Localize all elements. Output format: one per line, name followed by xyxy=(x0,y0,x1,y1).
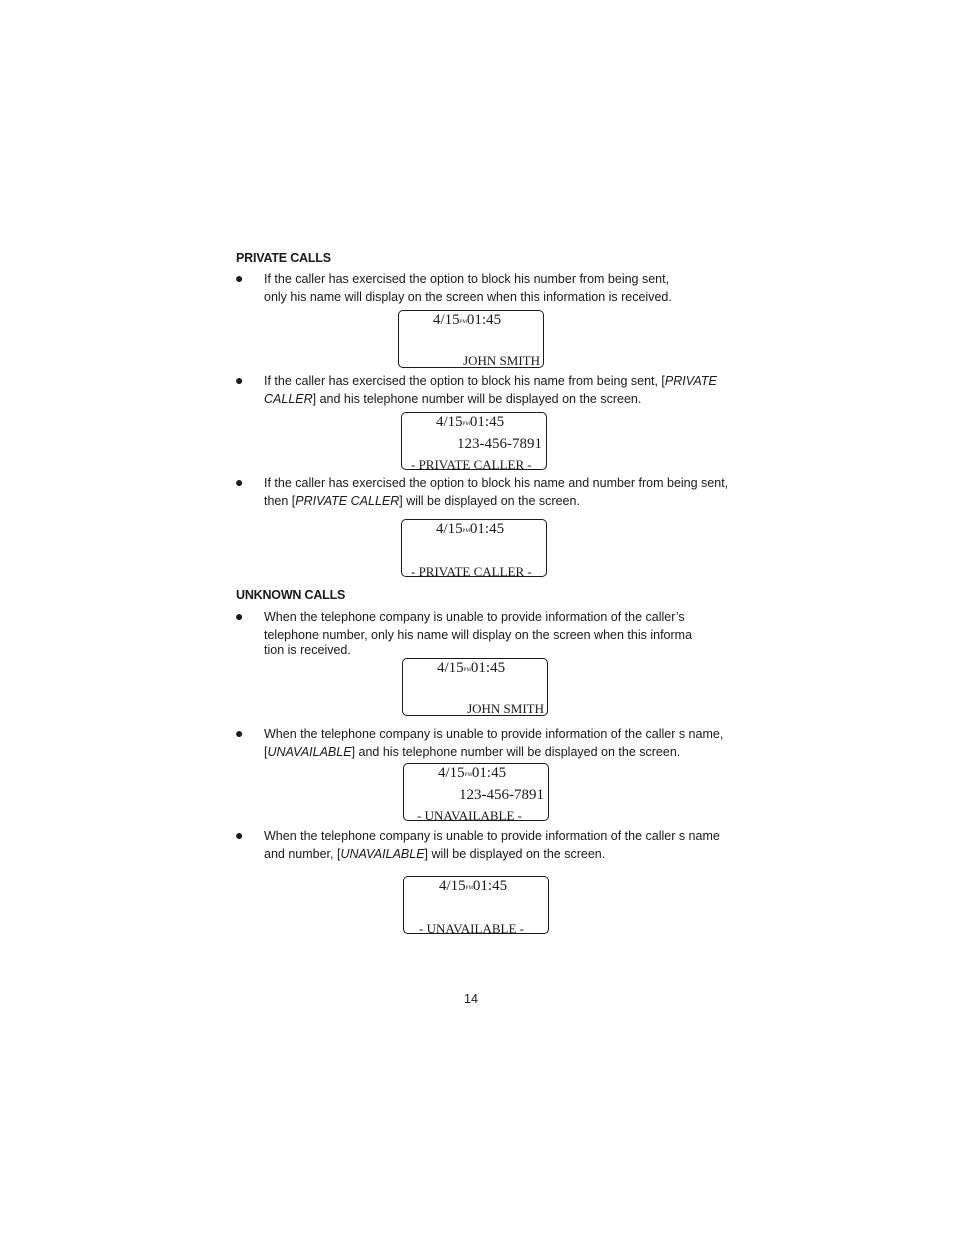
display-datetime xyxy=(436,521,504,538)
text-line: When the telephone company is unable to provide information of the caller s name, xyxy=(264,727,724,741)
bullet: ● xyxy=(235,474,244,490)
text-line: [UNAVAILABLE] and his telephone number will be displayed on the screen. xyxy=(264,745,681,759)
text-line: When the telephone company is unable to provide information of the caller s name xyxy=(264,829,720,843)
display-time: 01:45 xyxy=(472,878,508,894)
caller-id-display xyxy=(403,876,549,934)
text-line: only his name will display on the screen when this information is received. xyxy=(264,290,672,304)
text-line: and number, [UNAVAILABLE] will be displayed on the screen. xyxy=(264,847,606,861)
text-line: tion is received. xyxy=(264,643,351,657)
paragraph-unknown-number xyxy=(264,608,734,659)
display-datetime xyxy=(439,878,507,895)
text-line: If the caller has exercised the option to block his number from being sent, xyxy=(264,272,670,286)
caller-id-display xyxy=(403,763,549,821)
bullet: ● xyxy=(235,827,244,843)
display-ampm: PM xyxy=(464,773,472,778)
display-time: 01:45 xyxy=(469,521,505,537)
caller-id-display xyxy=(402,658,548,716)
display-caller-name: - UNAVAILABLE - xyxy=(419,921,524,936)
display-caller-name: - UNAVAILABLE - xyxy=(417,808,522,823)
display-datetime xyxy=(437,660,505,677)
display-caller-name: - PRIVATE CALLER - xyxy=(411,457,532,472)
section-heading-unknown-calls: UNKNOWN CALLS xyxy=(236,588,346,602)
display-caller-name: JOHN SMITH xyxy=(467,701,544,716)
caller-id-display xyxy=(401,519,547,577)
text-line: CALLER] and his telephone number will be displayed on the screen. xyxy=(264,392,642,406)
display-caller-name: - PRIVATE CALLER - xyxy=(411,564,532,579)
bullet: ● xyxy=(235,725,244,741)
display-ampm: PM xyxy=(459,320,467,325)
page-number: 14 xyxy=(464,992,478,1006)
display-date: 4/15 xyxy=(436,521,463,537)
section-heading-private-calls: PRIVATE CALLS xyxy=(236,251,331,265)
text-line: telephone number, only his name will display on the screen when this informa xyxy=(264,628,693,642)
display-phone-number: 123-456-7891 xyxy=(459,787,544,803)
display-caller-name: JOHN SMITH xyxy=(463,353,540,368)
paragraph-unknown-name xyxy=(264,725,734,761)
bullet: ● xyxy=(235,270,244,286)
display-date: 4/15 xyxy=(436,414,463,430)
display-time: 01:45 xyxy=(466,312,502,328)
text-line: then [PRIVATE CALLER] will be displayed on the screen. xyxy=(264,494,580,508)
display-ampm: PM xyxy=(462,422,470,427)
paragraph-unknown-both xyxy=(264,827,734,863)
text-line: If the caller has exercised the option to block his name from being sent, [PRIVATE xyxy=(264,374,717,388)
display-time: 01:45 xyxy=(470,660,506,676)
bullet: ● xyxy=(235,372,244,388)
paragraph-private-both-blocked xyxy=(264,474,734,510)
display-time: 01:45 xyxy=(471,765,507,781)
display-phone-number: 123-456-7891 xyxy=(457,436,542,452)
bullet: ● xyxy=(235,608,244,624)
display-time: 01:45 xyxy=(469,414,505,430)
display-date: 4/15 xyxy=(439,878,466,894)
display-date: 4/15 xyxy=(437,660,464,676)
display-ampm: PM xyxy=(465,886,473,891)
caller-id-display xyxy=(401,412,547,470)
display-datetime xyxy=(436,414,504,431)
paragraph-private-number-blocked xyxy=(264,270,734,306)
caller-id-display xyxy=(398,310,544,368)
display-datetime xyxy=(438,765,506,782)
display-ampm: PM xyxy=(463,668,471,673)
display-date: 4/15 xyxy=(438,765,465,781)
display-datetime xyxy=(433,312,501,329)
text-line: If the caller has exercised the option to block his name and number from being sent, xyxy=(264,476,729,490)
paragraph-private-name-blocked xyxy=(264,372,734,408)
text-line: When the telephone company is unable to provide information of the caller’s xyxy=(264,610,685,624)
display-ampm: PM xyxy=(462,529,470,534)
display-date: 4/15 xyxy=(433,312,460,328)
